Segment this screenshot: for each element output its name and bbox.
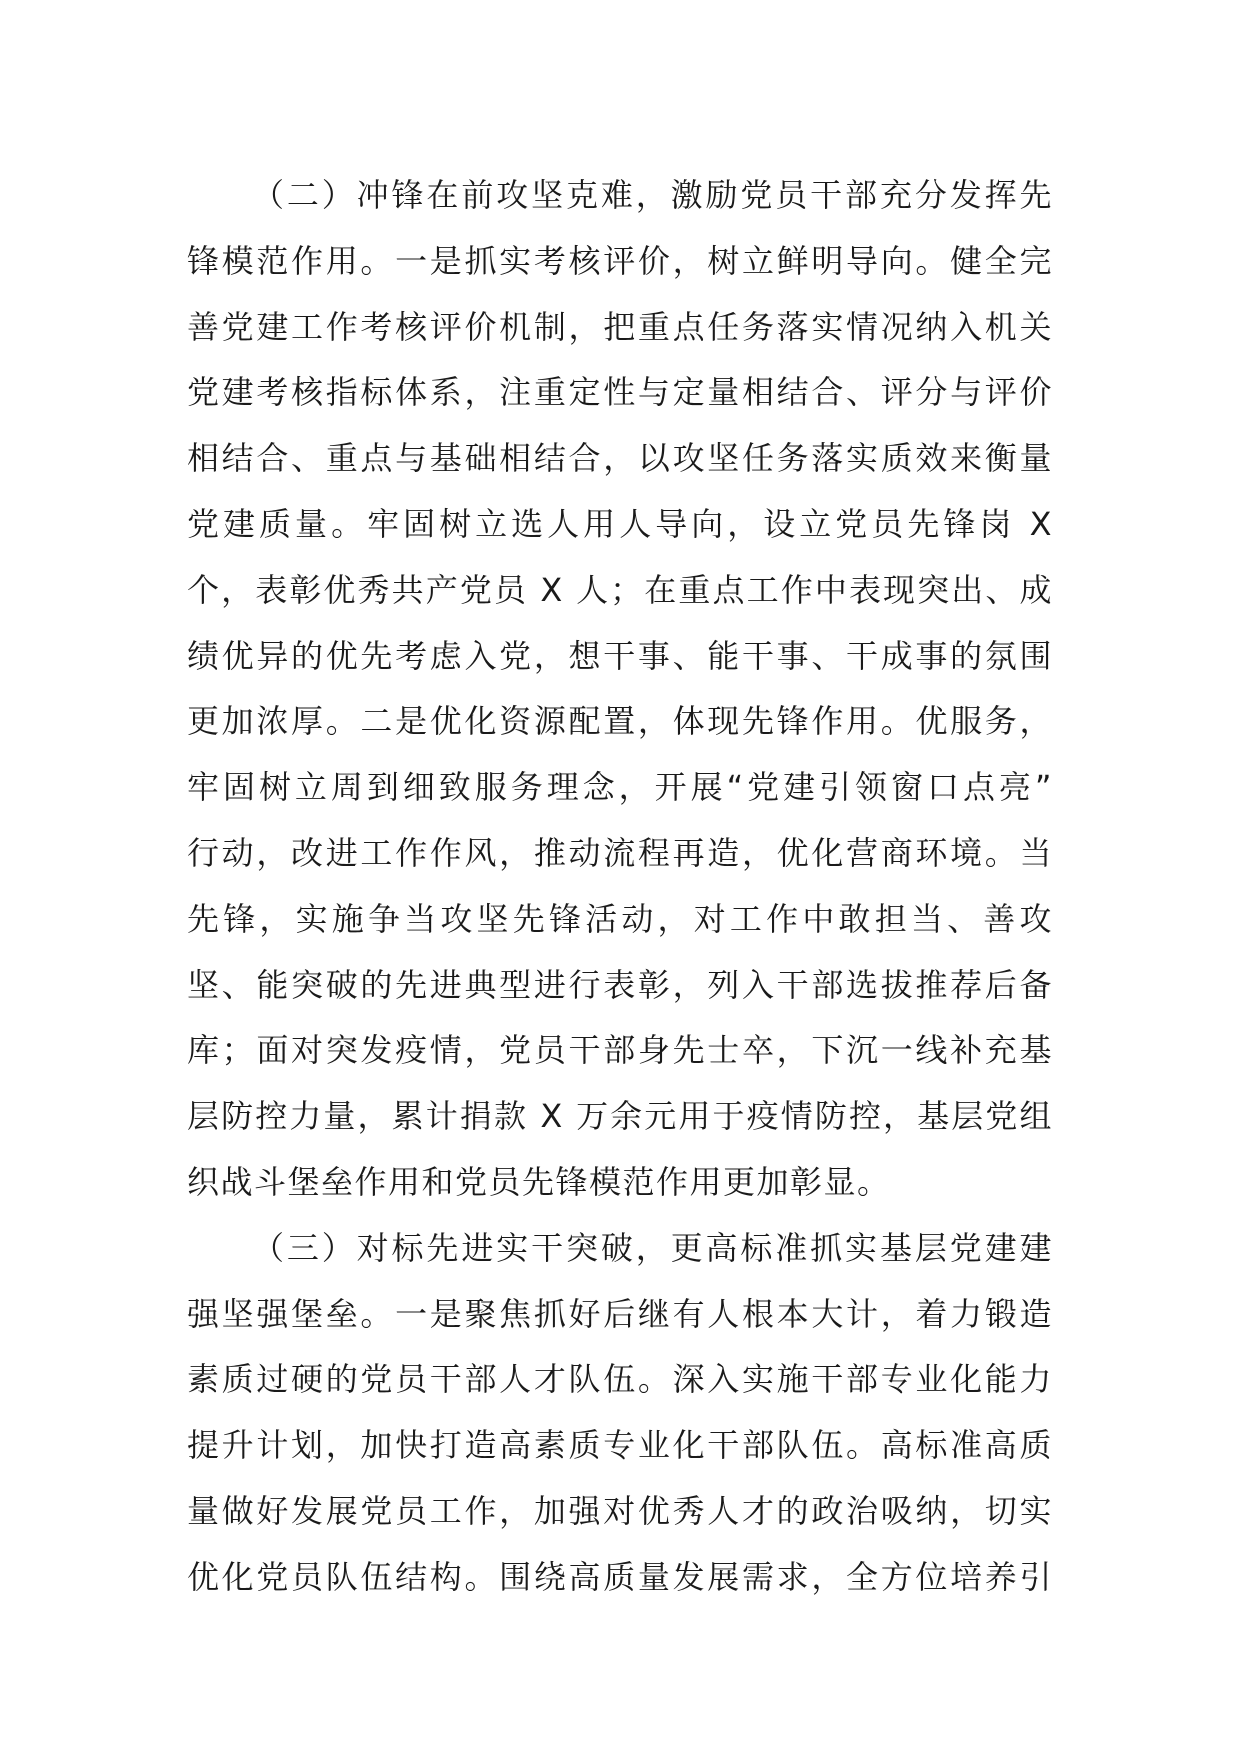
paragraph-2-line-5: 相结合、重点与基础相结合，以攻坚任务落实质效来衡量	[187, 439, 1053, 478]
paragraph-3-line-1: （三）对标先进实干突破，更高标准抓实基层党建建	[252, 1228, 1053, 1267]
paragraph-2-line-2: 锋模范作用。一是抓实考核评价，树立鲜明导向。健全完	[187, 241, 1053, 280]
paragraph-2-line-4: 党建考核指标体系，注重定性与定量相结合、评分与评价	[187, 373, 1053, 412]
paragraph-2-line-15: 层防控力量，累计捐款 X 万余元用于疫情防控，基层党组	[187, 1097, 1053, 1136]
paragraph-2-line-14: 库；面对突发疫情，党员干部身先士卒，下沉一线补充基	[187, 1031, 1053, 1070]
paragraph-3-line-6: 优化党员队伍结构。围绕高质量发展需求，全方位培养引	[187, 1557, 1053, 1596]
paragraph-2-line-10: 牢固树立周到细致服务理念，开展“党建引领窗口点亮”	[187, 768, 1053, 807]
paragraph-2-line-12: 先锋，实施争当攻坚先锋活动，对工作中敢担当、善攻	[187, 899, 1053, 938]
paragraph-2-line-1: （二）冲锋在前攻坚克难，激励党员干部充分发挥先	[252, 176, 1053, 214]
paragraph-2-line-6: 党建质量。牢固树立选人用人导向，设立党员先锋岗 X	[187, 504, 1053, 543]
paragraph-2-line-13: 坚、能突破的先进典型进行表彰，列入干部选拔推荐后备	[187, 965, 1053, 1004]
paragraph-2-line-9: 更加浓厚。二是优化资源配置，体现先锋作用。优服务，	[187, 702, 1053, 741]
paragraph-3-line-3: 素质过硬的党员干部人才队伍。深入实施干部专业化能力	[187, 1360, 1053, 1399]
paragraph-2-line-16: 织战斗堡垒作用和党员先锋模范作用更加彰显。	[187, 1162, 891, 1201]
paragraph-3-line-4: 提升计划，加快打造高素质专业化干部队伍。高标准高质	[187, 1426, 1053, 1465]
paragraph-2-line-7: 个，表彰优秀共产党员 X 人；在重点工作中表现突出、成	[187, 570, 1053, 609]
paragraph-2-line-8: 绩优异的优先考虑入党，想干事、能干事、干成事的氛围	[187, 636, 1053, 675]
paragraph-3-line-5: 量做好发展党员工作，加强对优秀人才的政治吸纳，切实	[187, 1491, 1053, 1530]
paragraph-2-line-11: 行动，改进工作作风，推动流程再造，优化营商环境。当	[187, 833, 1053, 872]
document-body	[187, 163, 1053, 1611]
paragraph-2-line-3: 善党建工作考核评价机制，把重点任务落实情况纳入机关	[187, 307, 1053, 346]
paragraph-3-line-2: 强坚强堡垒。一是聚焦抓好后继有人根本大计，着力锻造	[187, 1294, 1053, 1333]
